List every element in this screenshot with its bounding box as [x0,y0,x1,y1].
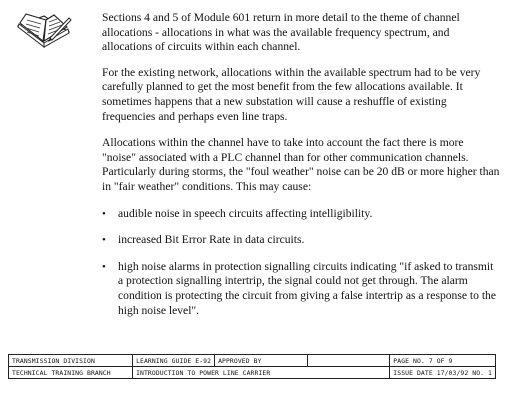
footer-table [8,354,496,379]
division-cell: TRANSMISSION DIVISION [9,355,133,367]
empty-cell [307,355,390,367]
open-book-icon [14,12,72,52]
bullet-text: high noise alarms in protection signalling circuits indicating "if asked to transmit a protection signalling intertrip, the signal could not get through. The alarm condition is protecting the circuit from giving a false intertrip as a response to the high noise level". [118,259,496,317]
list-item [102,260,500,318]
issue-date-cell: ISSUE DATE 17/03/92 NO. 1 [390,367,496,379]
paragraph-intro: Sections 4 and 5 of Module 601 return in more detail to the theme of channel allocations - allocations in what was the available frequency spectrum, and allocations of circuits within each channel. [102,11,460,54]
paragraph-channel: Allocations within the channel have to take into account the fact there is more "noise" associated with a PLC channel than for other communication channels. Particularly during storms, the "foul weather" noise can be 20 dB or more higher than in "fair weather" conditions. This may cause: [102,136,500,193]
bullet-icon: • [102,234,106,247]
bullet-icon: • [102,260,106,273]
guide-cell: LEARNING GUIDE E-92 [133,355,215,367]
bullet-text: increased Bit Error Rate in data circuits. [118,233,305,247]
course-cell: INTRODUCTION TO POWER LINE CARRIER [133,367,390,379]
footer-row [9,367,496,379]
branch-cell: TECHNICAL TRAINING BRANCH [9,367,133,379]
bullet-text: audible noise in speech circuits affecting intelligibility. [118,206,373,220]
footer-row [9,355,496,367]
paragraph-spectrum: For the existing network, allocations within the available spectrum had to be very carefully planned to get the most benefit from the few allocations available. It sometimes happens that a new substation will cause a reshuffle of existing frequencies and perhaps even line traps. [102,65,481,123]
list-item [102,233,500,248]
bullet-list [102,207,500,319]
approved-cell: APPROVED BY [215,355,307,367]
list-item [102,207,500,222]
body-text [102,11,500,330]
bullet-icon: • [102,207,106,220]
page-number-cell: PAGE NO. 7 OF 9 [390,355,496,367]
